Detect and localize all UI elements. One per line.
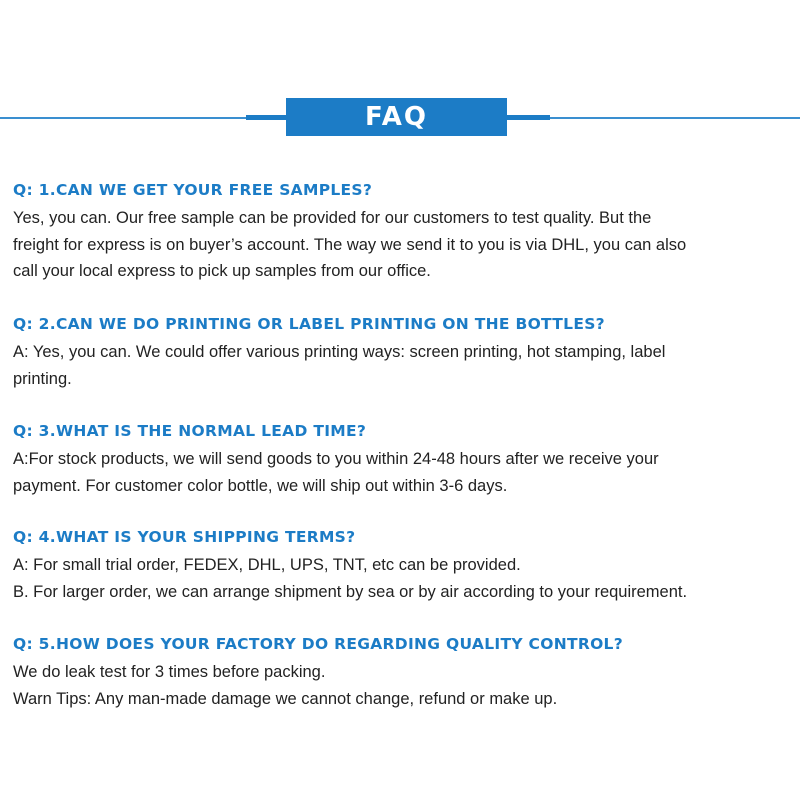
- faq-item-3: [13, 421, 798, 499]
- faq-answer-4-line-1: A: For small trial order, FEDEX, DHL, UPS, TNT, etc can be provided.: [13, 556, 521, 574]
- faq-question-4: Q: 4.WHAT IS YOUR SHIPPING TERMS?: [13, 528, 356, 546]
- faq-item-1: [13, 180, 798, 285]
- faq-answer-1: [13, 205, 798, 285]
- header-divider-accent-left: [246, 115, 288, 120]
- faq-answer-2-line-2: printing.: [13, 369, 72, 388]
- faq-item-2: [13, 314, 798, 392]
- faq-item-5: [13, 634, 798, 712]
- faq-answer-5: [13, 659, 798, 712]
- faq-answer-1-line-1: Yes, you can. Our free sample can be provided for our customers to test quality. But the: [13, 209, 652, 227]
- faq-answer-3-line-1: A:For stock products, we will send goods to you within 24-48 hours after we receive your: [13, 450, 659, 468]
- faq-answer-2-line-1: A: Yes, you can. We could offer various printing ways: screen printing, hot stamping, label: [13, 343, 666, 361]
- faq-answer-4-line-2: B. For larger order, we can arrange shipment by sea or by air according to your requirement.: [13, 582, 688, 601]
- faq-question-1: Q: 1.CAN WE GET YOUR FREE SAMPLES?: [13, 181, 373, 199]
- header-divider-accent-right: [506, 115, 550, 120]
- faq-question-5: Q: 5.HOW DOES YOUR FACTORY DO REGARDING QUALITY CONTROL?: [13, 635, 624, 653]
- faq-answer-1-line-2: freight for express is on buyer’s account. The way we send it to you is via DHL, you can also: [13, 235, 687, 254]
- faq-answer-1-line-3: call your local express to pick up samples from our office.: [13, 262, 431, 280]
- faq-answer-3-line-2: payment. For customer color bottle, we will ship out within 3-6 days.: [13, 476, 508, 495]
- faq-question-3: Q: 3.WHAT IS THE NORMAL LEAD TIME?: [13, 422, 367, 440]
- faq-item-4: [13, 527, 798, 605]
- faq-answer-3: [13, 446, 798, 499]
- faq-title: FAQ: [364, 102, 428, 132]
- faq-answer-2: [13, 339, 798, 392]
- faq-title-banner: [286, 98, 507, 136]
- faq-answer-5-line-1: We do leak test for 3 times before packing.: [13, 663, 326, 681]
- faq-answer-4: [13, 552, 798, 605]
- faq-answer-5-line-2: Warn Tips: Any man-made damage we cannot change, refund or make up.: [13, 689, 558, 708]
- faq-question-2: Q: 2.CAN WE DO PRINTING OR LABEL PRINTING ON THE BOTTLES?: [13, 315, 605, 333]
